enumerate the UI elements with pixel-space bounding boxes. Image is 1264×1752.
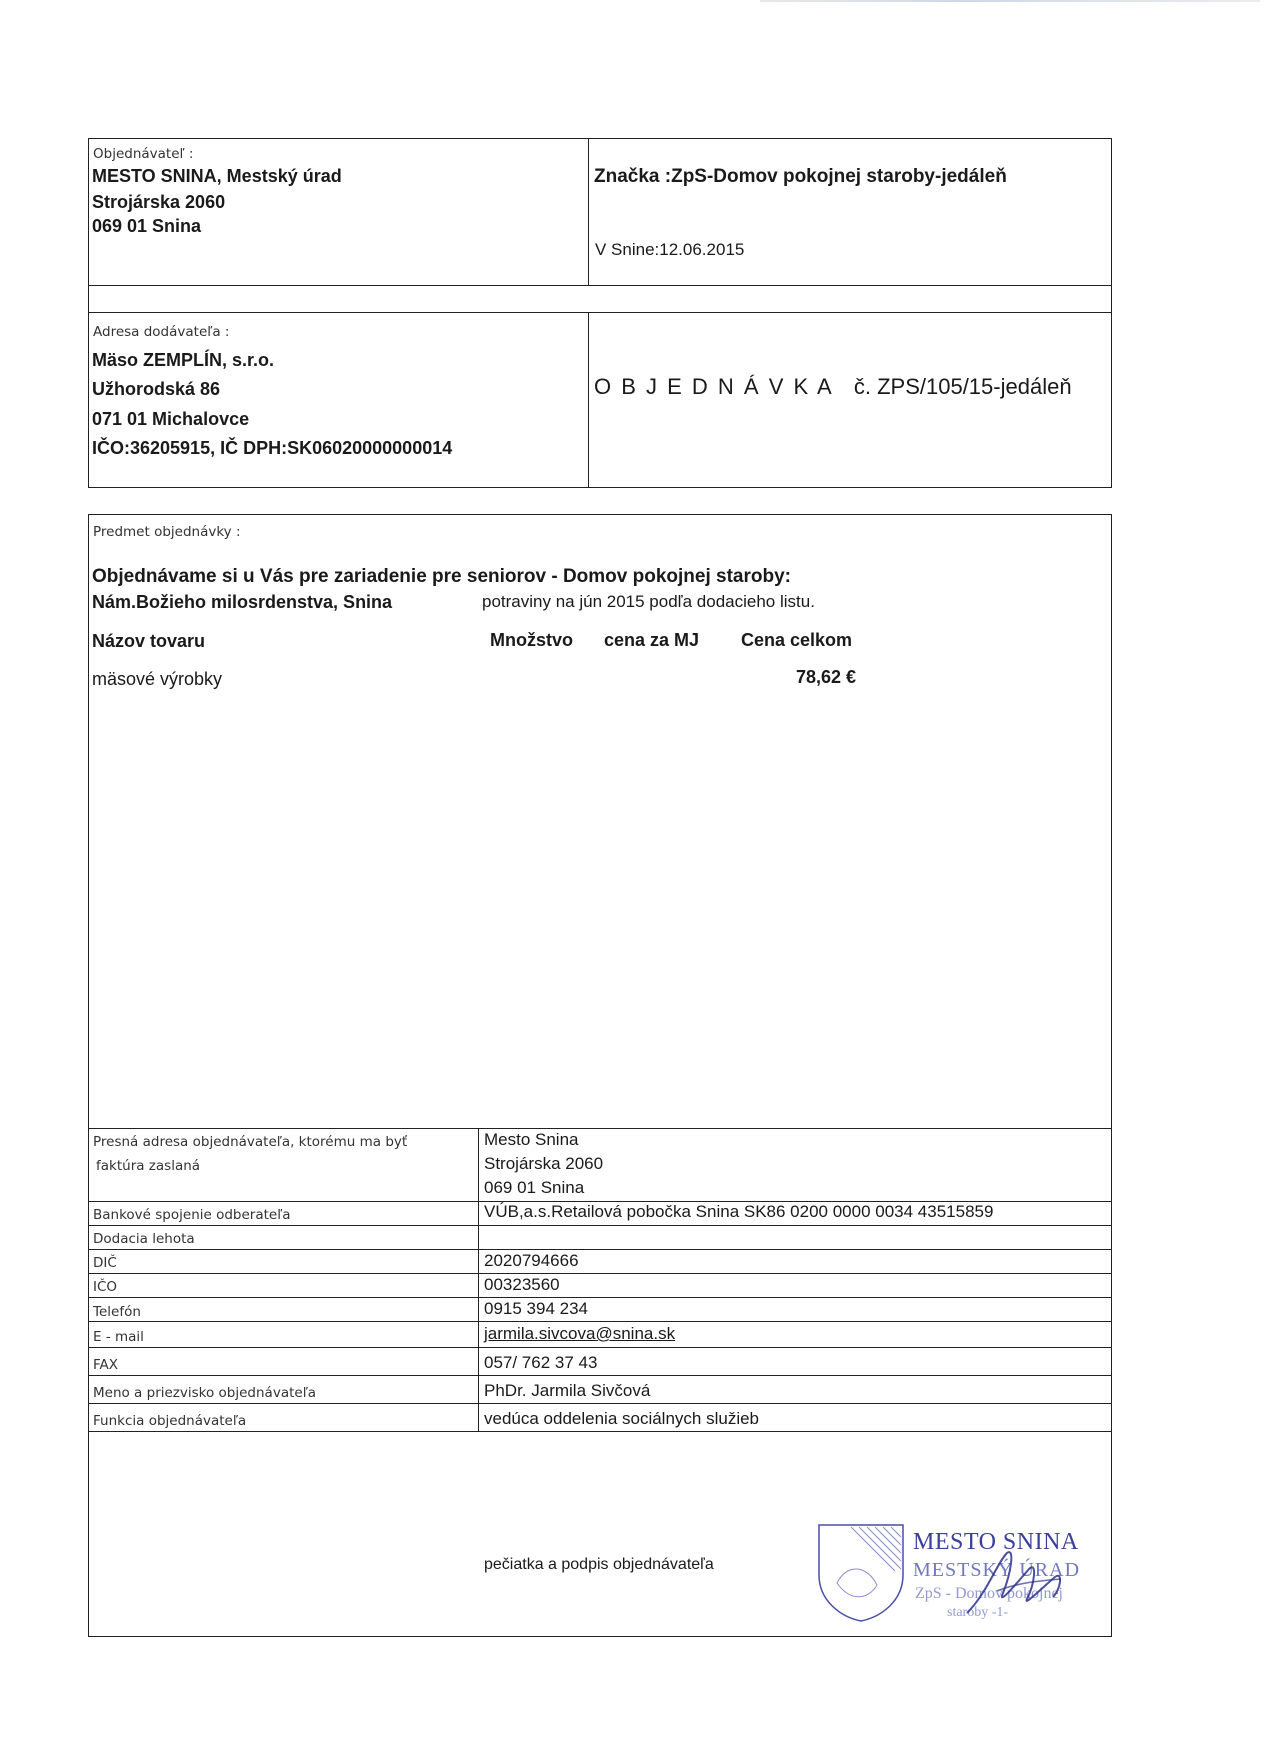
orderer-street: Strojárska 2060 [92, 192, 226, 212]
detail-value-address-3: 069 01 Snina [484, 1178, 585, 1197]
stamp-line-3: ZpS - Domov pokojnej [915, 1585, 1063, 1602]
row-line-10 [88, 1431, 1112, 1432]
orderer-label: Objednávateľ : [93, 146, 194, 162]
subject-description: potraviny na jún 2015 podľa dodacieho listu. [482, 592, 815, 611]
detail-label-bank: Bankové spojenie odberateľa [93, 1207, 291, 1223]
supplier-ids: IČO:36205915, IČ DPH:SK06020000000014 [92, 438, 453, 458]
details-divider [478, 1128, 479, 1432]
item-total: 78,62 € [796, 667, 857, 687]
stamp-title: MESTO SNINA [913, 1529, 1079, 1555]
stamp-line-4: staroby -1- [947, 1605, 1009, 1620]
column-total: Cena celkom [741, 630, 853, 650]
row-line-9 [88, 1403, 1112, 1404]
supplier-label: Adresa dodávateľa : [93, 324, 230, 340]
item-name: mäsové výrobky [92, 669, 223, 689]
spacer-row [88, 285, 1112, 313]
subject-location: Nám.Božieho milosrdenstva, Snina [92, 592, 393, 612]
detail-value-person: PhDr. Jarmila Sivčová [484, 1381, 651, 1400]
detail-label-email: E - mail [93, 1329, 144, 1345]
detail-label-address: Presná adresa objednávateľa, ktorému ma byť [93, 1134, 408, 1150]
detail-label-person: Meno a priezvisko objednávateľa [93, 1385, 317, 1401]
header-divider [588, 138, 589, 286]
detail-value-email[interactable]: jarmila.sivcova@snina.sk [484, 1324, 676, 1343]
supplier-name: Mäso ZEMPLÍN, s.r.o. [92, 350, 275, 370]
scan-artifact-line [760, 0, 1260, 2]
row-line-4 [88, 1273, 1112, 1274]
detail-value-bank: VÚB,a.s.Retailová pobočka Snina SK86 0200 0000 0034 43515859 [484, 1202, 994, 1221]
column-unit-price: cena za MJ [604, 630, 700, 650]
header-box [88, 138, 1112, 286]
order-title-word: O B J E D N Á V K A [594, 374, 834, 399]
order-title [594, 374, 1072, 400]
orderer-name: MESTO SNINA, Mestský úrad [92, 166, 342, 186]
official-stamp [817, 1523, 1089, 1625]
detail-value-address-1: Mesto Snina [484, 1130, 579, 1149]
detail-label-phone: Telefón [93, 1304, 141, 1320]
signature-scribble [957, 1533, 1077, 1623]
subject-headline: Objednávame si u Vás pre zariadenie pre seniorov - Domov pokojnej staroby: [92, 566, 791, 587]
detail-label-ico: IČO [93, 1279, 118, 1295]
row-line-5 [88, 1297, 1112, 1298]
row-line-2 [88, 1225, 1112, 1226]
order-number: č. ZPS/105/15-jedáleň [853, 374, 1072, 399]
column-quantity: Množstvo [490, 630, 573, 650]
row-line-8 [88, 1375, 1112, 1376]
supplier-city: 071 01 Michalovce [92, 409, 250, 429]
supplier-box [88, 312, 1112, 488]
detail-label-address-2: faktúra zaslaná [96, 1158, 201, 1174]
orderer-city: 069 01 Snina [92, 216, 202, 236]
detail-value-phone: 0915 394 234 [484, 1299, 588, 1318]
detail-value-dic: 2020794666 [484, 1251, 579, 1270]
row-line-6 [88, 1321, 1112, 1322]
detail-value-function: vedúca oddelenia sociálnych služieb [484, 1409, 760, 1428]
detail-label-delivery: Dodacia lehota [93, 1231, 195, 1247]
reference-mark: Značka :ZpS-Domov pokojnej staroby-jedáleň [594, 166, 1007, 187]
subject-label: Predmet objednávky : [93, 524, 241, 540]
coat-of-arms-icon [817, 1523, 909, 1623]
detail-label-fax: FAX [93, 1357, 119, 1373]
detail-label-dic: DIČ [93, 1255, 117, 1271]
detail-value-address-2: Strojárska 2060 [484, 1154, 604, 1173]
document-date: V Snine:12.06.2015 [595, 240, 745, 259]
column-name: Názov tovaru [92, 631, 206, 651]
detail-label-function: Funkcia objednávateľa [93, 1413, 247, 1429]
row-line-7 [88, 1347, 1112, 1348]
row-line-3 [88, 1249, 1112, 1250]
detail-value-fax: 057/ 762 37 43 [484, 1353, 598, 1372]
detail-value-ico: 00323560 [484, 1275, 560, 1294]
signature-caption: pečiatka a podpis objednávateľa [484, 1556, 714, 1573]
supplier-street: Užhorodská 86 [92, 379, 221, 399]
supplier-divider [588, 312, 589, 488]
stamp-subtitle: MESTSKÝ ÚRAD [913, 1559, 1081, 1581]
